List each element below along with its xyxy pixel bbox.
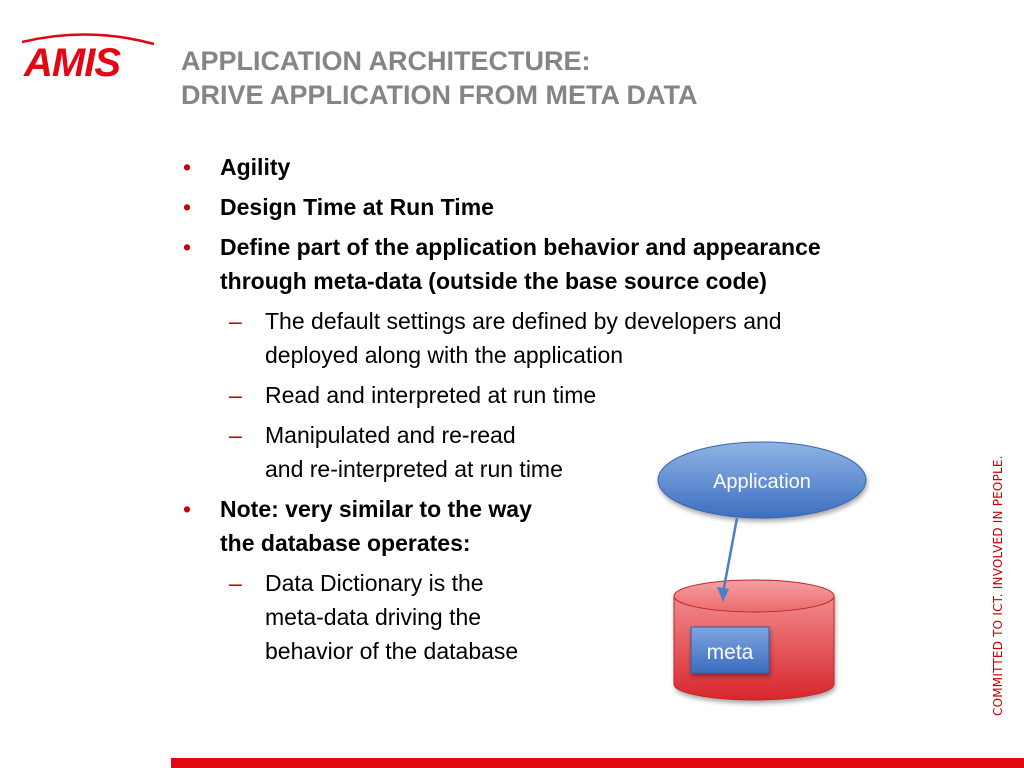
bullet-dot: • [183, 496, 192, 522]
sub-bullet-manipulated: – Manipulated and re-read and re-interpreted at run time [181, 418, 981, 486]
sub-bullet-data-dictionary: – Data Dictionary is the meta-data driving the behavior of the database [181, 566, 981, 668]
title-line-2: DRIVE APPLICATION FROM META DATA [181, 80, 698, 110]
bullet-agility: • Agility [181, 150, 981, 184]
sub-bullet-dash: – [229, 570, 242, 596]
amis-logo [18, 30, 158, 86]
application-label: Application [713, 471, 811, 493]
bullet-dot: • [183, 154, 192, 180]
sub-bullet-dash: – [229, 382, 242, 408]
bullet-dot: • [183, 194, 192, 220]
meta-label: meta [706, 641, 754, 664]
architecture-diagram [650, 436, 880, 716]
title-line-1: APPLICATION ARCHITECTURE: [181, 46, 591, 76]
bullet-note: • Note: very similar to the way the database operates: [181, 492, 981, 560]
sub-bullet-dash: – [229, 422, 242, 448]
sub-bullet-dash: – [229, 308, 242, 334]
logo-text: AMIS [24, 41, 120, 85]
sub-bullet-default-settings: – The default settings are defined by developers and deployed along with the application [181, 304, 981, 372]
side-tagline: COMMITTED TO ICT. INVOLVED IN PEOPLE. [991, 455, 1005, 716]
slide-title [181, 44, 697, 112]
bullet-define-part: • Define part of the application behavior and appearance through meta-data (outside the base source code) [181, 230, 981, 298]
sub-bullet-read-interpreted: – Read and interpreted at run time [181, 378, 981, 412]
bullet-design-time: • Design Time at Run Time [181, 190, 981, 224]
bottom-accent-bar [171, 758, 1024, 768]
bullet-dot: • [183, 234, 192, 260]
